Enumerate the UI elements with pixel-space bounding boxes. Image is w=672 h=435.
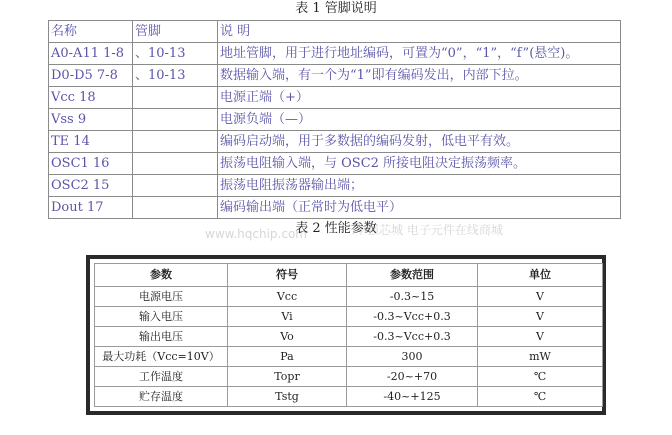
table-row: [49, 153, 621, 175]
unit-cell: V: [478, 287, 603, 307]
unit-cell: ℃: [478, 367, 603, 387]
header-cell-symbol: 符号: [228, 264, 347, 287]
table-row: [49, 109, 621, 131]
unit-cell: V: [478, 307, 603, 327]
watermark-url: www.hqchip.com: [205, 227, 307, 241]
pin-name-cell: TE 14: [49, 131, 133, 153]
pin-number-cell: 、10-13: [133, 65, 218, 87]
table-row: [95, 307, 603, 327]
parameter-cell: 贮存温度: [95, 387, 228, 407]
performance-parameters-table: [94, 263, 603, 407]
header-cell-pin: 管脚: [133, 21, 218, 43]
table-row: [49, 87, 621, 109]
pin-description-cell: 振荡电阻振荡器输出端；: [218, 175, 621, 197]
table-row: [95, 387, 603, 407]
pin-name-cell: D0-D5 7-8: [49, 65, 133, 87]
symbol-cell: Topr: [228, 367, 347, 387]
pin-number-cell: 、10-13: [133, 43, 218, 65]
unit-cell: ℃: [478, 387, 603, 407]
range-cell: 300: [347, 347, 478, 367]
table-header-row: [95, 264, 603, 287]
table-row: [49, 65, 621, 87]
table1-caption: 表 1 管脚说明: [295, 1, 377, 16]
pin-name-cell: OSC2 15: [49, 175, 133, 197]
parameter-cell: 输出电压: [95, 327, 228, 347]
header-cell-description: 说 明: [218, 21, 621, 43]
pin-number-cell: [133, 153, 218, 175]
pin-name-cell: Vcc 18: [49, 87, 133, 109]
unit-cell: V: [478, 327, 603, 347]
symbol-cell: Pa: [228, 347, 347, 367]
pin-name-cell: OSC1 16: [49, 153, 133, 175]
pin-description-cell: 电源正端（+）: [218, 87, 621, 109]
range-cell: -0.3~Vcc+0.3: [347, 327, 478, 347]
parameter-cell: 电源电压: [95, 287, 228, 307]
pin-name-cell: A0-A11 1-8: [49, 43, 133, 65]
pin-description-cell: 地址管脚，用于进行地址编码，可置为“0”，“1”，“f”(悬空)。: [218, 43, 621, 65]
header-cell-parameter: 参数: [95, 264, 228, 287]
pin-description-cell: 振荡电阻输入端，与 OSC2 所接电阻决定振荡频率。: [218, 153, 621, 175]
pin-number-cell: [133, 109, 218, 131]
pin-description-cell: 电源负端（—）: [218, 109, 621, 131]
pin-number-cell: [133, 197, 218, 219]
range-cell: -0.3~15: [347, 287, 478, 307]
range-cell: -20~+70: [347, 367, 478, 387]
table-row: [95, 347, 603, 367]
pin-description-cell: 编码启动端，用于多数据的编码发射，低电平有效。: [218, 131, 621, 153]
table2-caption: 表 2 性能参数: [295, 221, 377, 236]
parameter-cell: 输入电压: [95, 307, 228, 327]
symbol-cell: Vo: [228, 327, 347, 347]
header-cell-unit: 单位: [478, 264, 603, 287]
symbol-cell: Vcc: [228, 287, 347, 307]
table-row: [95, 327, 603, 347]
table-header-row: [49, 21, 621, 43]
pin-number-cell: [133, 131, 218, 153]
range-cell: -0.3~Vcc+0.3: [347, 307, 478, 327]
pin-description-cell: 数据输入端，有一个为“1”即有编码发出，内部下拉。: [218, 65, 621, 87]
pin-description-table: [48, 20, 621, 219]
pin-name-cell: Dout 17: [49, 197, 133, 219]
table-row: [49, 197, 621, 219]
pin-number-cell: [133, 87, 218, 109]
pin-number-cell: [133, 175, 218, 197]
pin-description-cell: 编码输出端（正常时为低电平）: [218, 197, 621, 219]
table-row: [49, 43, 621, 65]
table-row: [95, 367, 603, 387]
watermark-text: 华强芯城 电子元件在线商城: [355, 223, 503, 237]
header-cell-name: 名称: [49, 21, 133, 43]
parameter-cell: 工作温度: [95, 367, 228, 387]
performance-table-frame: [86, 255, 606, 415]
header-cell-range: 参数范围: [347, 264, 478, 287]
table-row: [95, 287, 603, 307]
table-row: [49, 175, 621, 197]
range-cell: -40~+125: [347, 387, 478, 407]
symbol-cell: Vi: [228, 307, 347, 327]
parameter-cell: 最大功耗（Vcc=10V）: [95, 347, 228, 367]
pin-name-cell: Vss 9: [49, 109, 133, 131]
unit-cell: mW: [478, 347, 603, 367]
table-row: [49, 131, 621, 153]
symbol-cell: Tstg: [228, 387, 347, 407]
